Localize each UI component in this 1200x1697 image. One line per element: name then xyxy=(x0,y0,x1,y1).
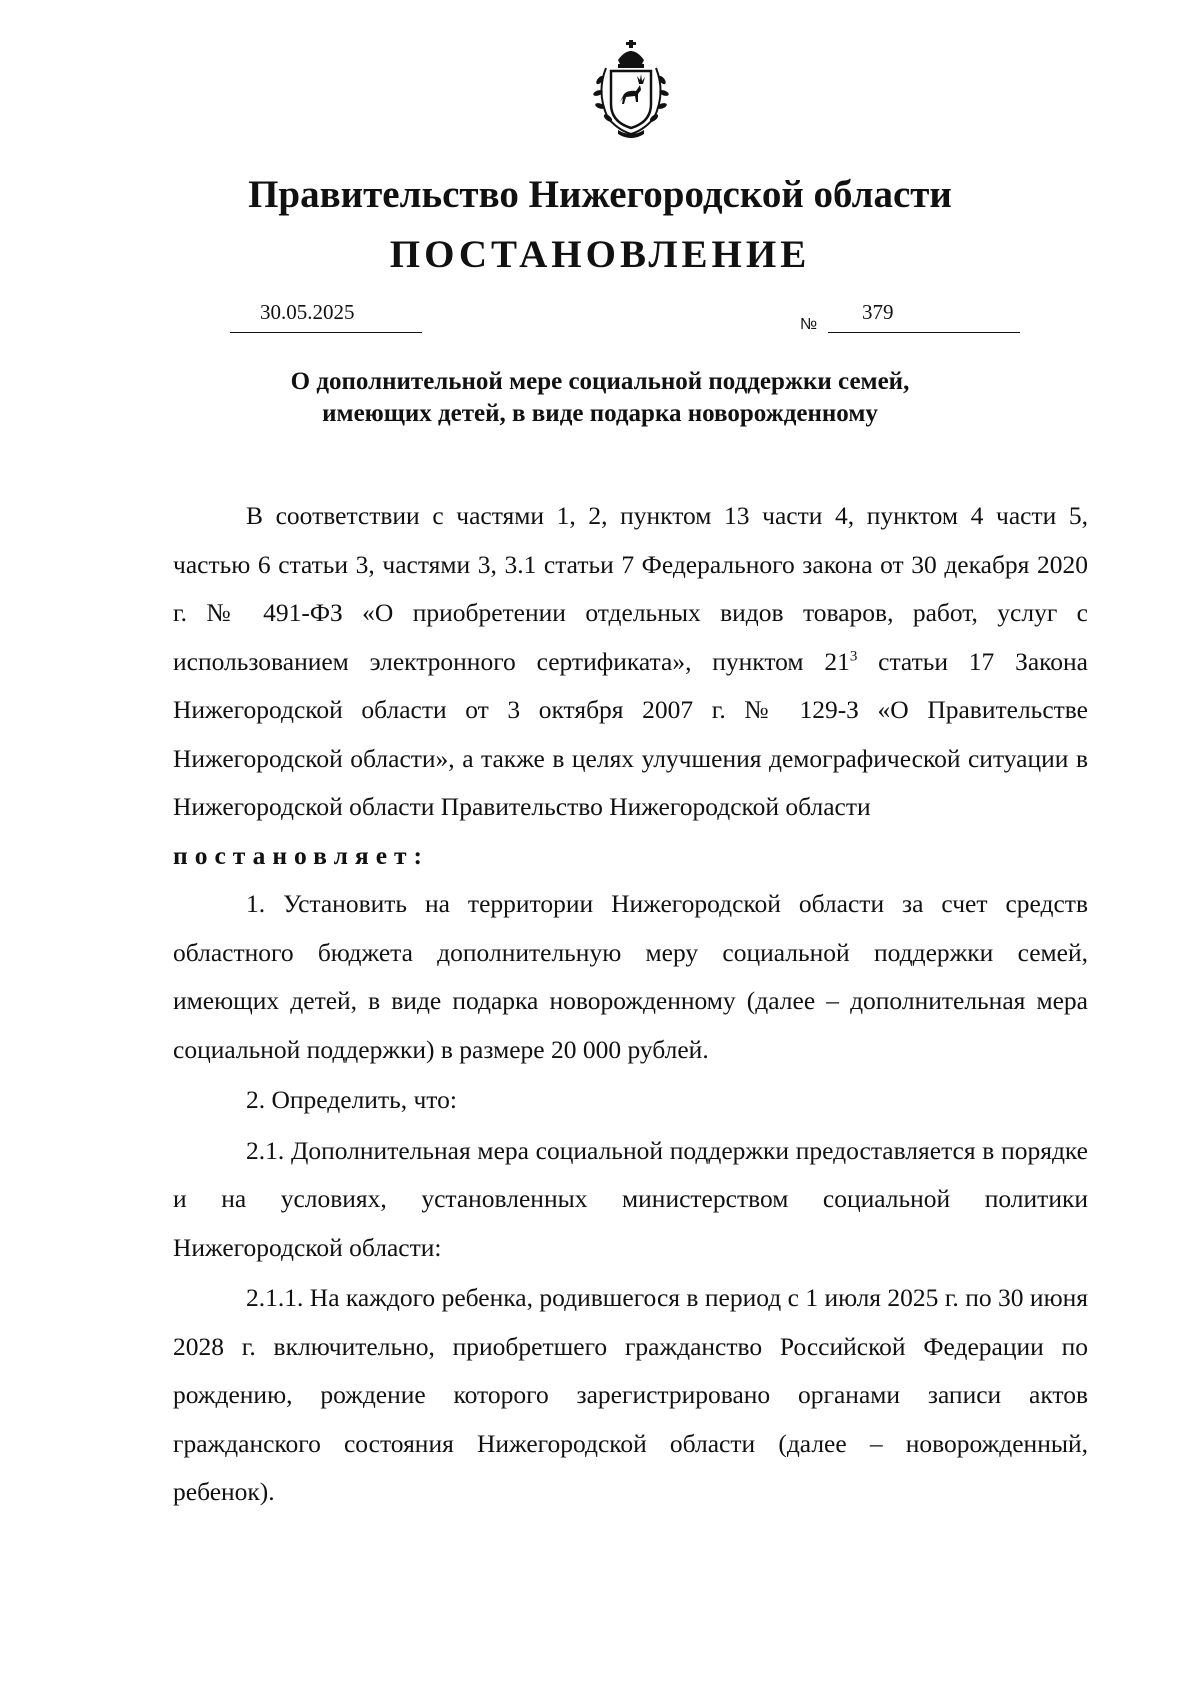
document-body xyxy=(173,492,1088,1517)
document-subject xyxy=(0,366,1200,430)
superscript: 3 xyxy=(849,648,858,664)
document-date: 30.05.2025 xyxy=(260,300,355,324)
clause-2-1: 2.1. Дополнительная мера социальной поддержки предоставляется в порядке и на условиях, установленных министерством социальной политики Нижегородской области: xyxy=(173,1135,1088,1262)
decree-paragraph xyxy=(173,832,1088,881)
subject-line-1: О дополнительной мере социальной поддержки семей, xyxy=(290,368,910,395)
decree-word: постановляет: xyxy=(173,840,430,870)
organization-title: Правительство Нижегородской области xyxy=(248,173,952,216)
document-type: ПОСТАНОВЛЕНИЕ xyxy=(389,233,811,276)
document-number: 379 xyxy=(862,300,894,324)
preamble-paragraph: В соответствии с частями 1, 2, пунктом 13 части 4, пунктом 4 части 5, частью 6 статьи 3, частями 3, 3.1 статьи 7 Федерального закона от 30 декабря 2020 г. № 491-ФЗ «О приобретении отдельных видов товаров, работ, услуг с использованием электронного сертификата», пунктом $21^3$ статьи 17 Закона Нижегородской области от 3 октября 2007 г. № 129-З «О Правительстве Нижегородской области», а также в целях улучшения демографической ситуации в Нижегородской области Правительство Нижегородской области xyxy=(173,501,1088,821)
clause-2-1-1: 2.1.1. На каждого ребенка, родившегося в период с 1 июля 2025 г. по 30 июня 2028 г. включительно, приобретшего гражданство Российской Федерации по рождению, рождение которого зарегистрировано органами записи актов гражданского состояния Нижегородской области (далее – новорожденный, ребенок). xyxy=(173,1283,1088,1506)
date-field xyxy=(230,300,422,333)
subject-line-2: имеющих детей, в виде подарка новорожденному xyxy=(322,400,878,427)
clause-1: 1. Установить на территории Нижегородской области за счет средств областного бюджета дополнительную меру социальной поддержки семей, имеющих детей, в виде подарка новорожденному (далее – дополнительная мера социальной поддержки) в размере 20 000 рублей. xyxy=(173,889,1088,1064)
number-field xyxy=(828,300,1020,333)
coat-of-arms-icon xyxy=(578,38,684,144)
number-label: № xyxy=(800,316,818,333)
clause-2: 2. Определить, что: xyxy=(246,1085,457,1114)
